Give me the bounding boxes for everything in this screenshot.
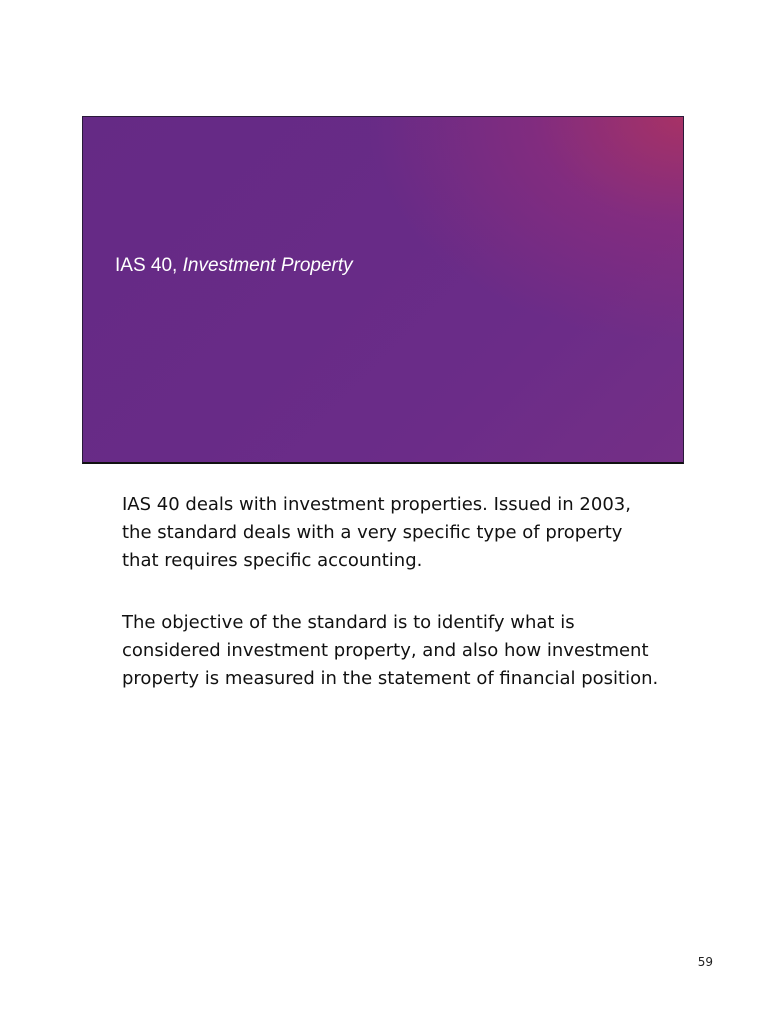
notes-paragraph: IAS 40 deals with investment properties. Issued in 2003, the standard deals with a very specific type of property that requires specific accounting. bbox=[122, 494, 631, 571]
speaker-notes bbox=[122, 491, 662, 727]
slide-title-prefix: IAS 40, bbox=[115, 255, 183, 276]
page-number: 59 bbox=[697, 955, 713, 969]
slide-title bbox=[115, 255, 353, 277]
slide-thumbnail bbox=[82, 116, 684, 464]
notes-paragraph: The objective of the standard is to identify what is considered investment property, and also how investment property is measured in the statement of financial position. bbox=[122, 612, 659, 689]
slide-title-italic: Investment Property bbox=[182, 255, 353, 276]
